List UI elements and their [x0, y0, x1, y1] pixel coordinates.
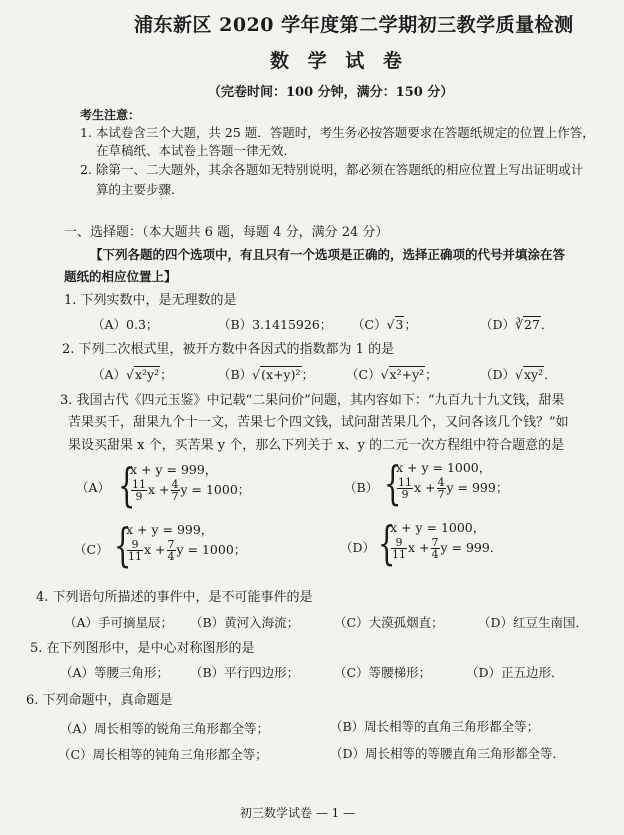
- question-3-option-a-eq-1: x + y = 999，: [130, 462, 218, 477]
- note-1-line-2: 在草稿纸、本试卷上答题一律无效．: [96, 143, 297, 158]
- fraction: $\frac{9}{11}$: [128, 538, 142, 563]
- question-6-option-a: （A）周长相等的锐角三角形都全等；: [60, 721, 270, 736]
- question-5-option-c: （C）等腰梯形；: [334, 665, 432, 680]
- question-3-option-b-label: （B）: [344, 480, 379, 495]
- question-3-option-d-brace: {: [377, 516, 396, 570]
- question-5-stem: 5. 在下列图形中，是中心对称图形的是: [30, 641, 255, 656]
- question-2-option-d: （D）√xy²．: [480, 367, 557, 382]
- question-3-line-1: 3. 我国古代《四元玉鉴》中记载“二果问价”问题，其内容如下：“九百九十九文钱，甜果: [60, 393, 565, 408]
- question-2-option-c: （C）√x²+y²；: [346, 367, 438, 382]
- question-4-option-b: （B）黄河入海流；: [190, 615, 300, 630]
- section-1-title: 一、选择题：（本大题共 6 题，每题 4 分，满分 24 分）: [64, 225, 389, 240]
- question-3-option-d-eq-1: x + y = 1000，: [390, 520, 486, 535]
- note-1-line-1: 1. 本试卷含三个大题，共 25 题．答题时，考生务必按答题要求在答题纸规定的位置上作答，: [80, 125, 595, 140]
- question-6-option-d: （D）周长相等的等腰直角三角形都全等．: [330, 746, 566, 761]
- fraction: $\frac{7}{4}$: [167, 538, 175, 563]
- question-4-stem: 4. 下列语句所描述的事件中，是不可能事件的是: [36, 590, 313, 605]
- question-3-option-d-label: （D）: [340, 540, 376, 555]
- fraction: $\frac{9}{11}$: [392, 536, 406, 561]
- question-3-option-c-label: （C）: [74, 542, 109, 557]
- fraction: $\frac{11}{9}$: [398, 476, 412, 501]
- question-6-option-c: （C）周长相等的钝角三角形都全等；: [58, 747, 268, 762]
- question-3-option-a-brace: {: [117, 458, 136, 512]
- section-1-instruction-line-2: 题纸的相应位置上】: [64, 269, 177, 284]
- question-5-option-d: （D）正五边形．: [466, 665, 564, 680]
- question-5-option-a: （A）等腰三角形；: [60, 665, 170, 680]
- question-1-option-c: （C）√3；: [352, 317, 417, 332]
- question-1-option-d: （D）∛27．: [480, 317, 554, 332]
- question-1-option-a: （A）0.3̇；: [92, 317, 159, 332]
- question-3-option-c-eq-1: x + y = 999，: [126, 522, 214, 537]
- question-6-option-b: （B）周长相等的直角三角形都全等；: [330, 719, 540, 734]
- question-6-stem: 6. 下列命题中，真命题是: [26, 693, 173, 708]
- notes-heading: 考生注意：: [80, 108, 141, 122]
- question-3-option-a-label: （A）: [76, 480, 111, 495]
- question-3-option-d-eq-2: $\frac{9}{11}$ x + $\frac{7}{4}$ y = 999．: [392, 536, 503, 561]
- note-2-line-2: 算的主要步骤．: [96, 182, 184, 197]
- question-4-option-c: （C）大漠孤烟直；: [334, 615, 444, 630]
- question-3-option-c-brace: {: [113, 518, 132, 572]
- fraction: $\frac{4}{7}$: [437, 476, 445, 501]
- section-1-instruction-line-1: 【下列各题的四个选项中，有且只有一个选项是正确的，选择正确项的代号并填涂在答: [90, 247, 566, 262]
- question-3-option-d-system: [390, 520, 502, 560]
- question-3-option-a-system: [130, 462, 250, 502]
- question-3-option-b-brace: {: [383, 456, 402, 510]
- question-2-option-a: （A）√x²y²；: [92, 367, 173, 382]
- fraction: $\frac{11}{9}$: [132, 478, 146, 503]
- question-4-option-a: （A）手可摘星辰；: [64, 615, 174, 630]
- exam-title: 浦东新区 2020 学年度第二学期初三教学质量检测: [134, 14, 574, 36]
- question-3-line-2: 苦果买千，甜果九个十一文，苦果七个四文钱，试问甜苦果几个，又问各该几个钱？”如: [68, 415, 569, 430]
- exam-subtitle: 数 学 试 卷: [270, 50, 408, 72]
- question-1-stem: 1. 下列实数中，是无理数的是: [64, 293, 237, 308]
- question-1-option-b: （B）3.1415926；: [218, 317, 333, 332]
- question-2-option-b: （B）√(x+y)²；: [218, 367, 315, 382]
- question-3-option-b-eq-2: $\frac{11}{9}$ x + $\frac{4}{7}$ y = 999；: [398, 476, 509, 501]
- question-3-line-3: 果设买甜果 x 个，买苦果 y 个，那么下列关于 x、y 的二元一次方程组中符合题意的是: [68, 438, 565, 453]
- fraction: $\frac{4}{7}$: [171, 478, 179, 503]
- page-footer: 初三数学试卷 — 1 —: [240, 806, 356, 820]
- question-2-stem: 2. 下列二次根式里，被开方数中各因式的指数都为 1 的是: [62, 342, 395, 357]
- fraction: $\frac{7}{4}$: [431, 536, 439, 561]
- question-5-option-b: （B）平行四边形；: [190, 665, 300, 680]
- question-3-option-c-eq-2: $\frac{9}{11}$ x + $\frac{7}{4}$ y = 1000；: [128, 538, 247, 563]
- question-3-option-c-system: [126, 522, 246, 562]
- question-4-option-d: （D）红豆生南国．: [478, 615, 589, 630]
- question-3-option-b-eq-1: x + y = 1000，: [396, 460, 492, 475]
- note-2-line-1: 2. 除第一、二大题外，其余各题如无特别说明，都必须在答题纸的相应位置上写出证明或计: [80, 162, 584, 177]
- exam-meta: （完卷时间：100 分钟，满分：150 分）: [208, 85, 454, 100]
- question-3-option-a-eq-2: $\frac{11}{9}$ x + $\frac{4}{7}$ y = 1000；: [132, 478, 251, 503]
- question-3-option-b-system: [396, 460, 508, 500]
